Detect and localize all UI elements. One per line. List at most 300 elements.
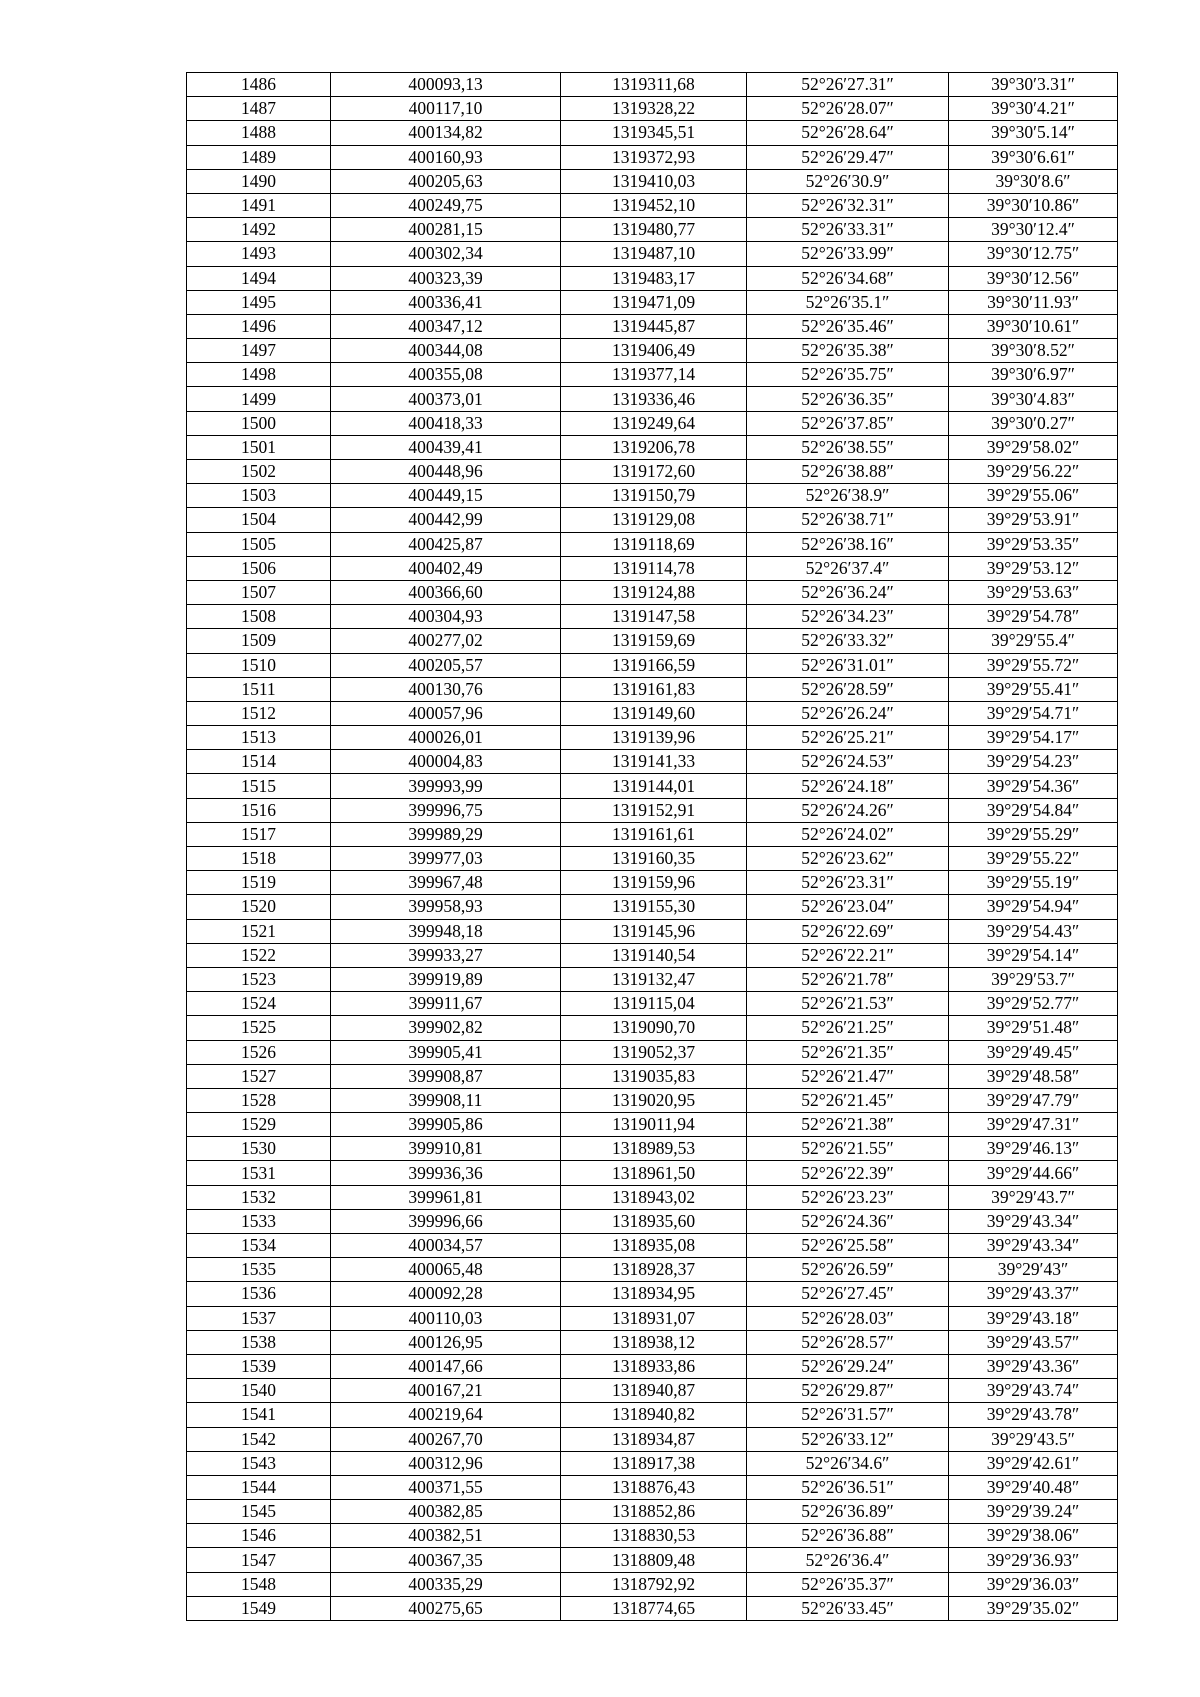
y-coordinate-cell: 1319052,37 [561, 1040, 747, 1064]
latitude-cell: 52°26′35.46″ [747, 314, 949, 338]
table-row [187, 1451, 1118, 1475]
longitude-cell: 39°29′47.31″ [949, 1113, 1118, 1137]
table-row [187, 1282, 1118, 1306]
longitude-cell: 39°30′6.97″ [949, 363, 1118, 387]
table-row [187, 992, 1118, 1016]
y-coordinate-cell: 1319372,93 [561, 145, 747, 169]
x-coordinate-cell: 399905,86 [331, 1113, 561, 1137]
latitude-cell: 52°26′36.89″ [747, 1500, 949, 1524]
y-coordinate-cell: 1319406,49 [561, 339, 747, 363]
x-coordinate-cell: 400442,99 [331, 508, 561, 532]
longitude-cell: 39°29′54.84″ [949, 798, 1118, 822]
longitude-cell: 39°30′6.61″ [949, 145, 1118, 169]
y-coordinate-cell: 1319152,91 [561, 798, 747, 822]
latitude-cell: 52°26′24.26″ [747, 798, 949, 822]
point-number-cell: 1486 [187, 73, 331, 97]
longitude-cell: 39°29′55.19″ [949, 871, 1118, 895]
x-coordinate-cell: 400281,15 [331, 218, 561, 242]
longitude-cell: 39°29′54.43″ [949, 919, 1118, 943]
longitude-cell: 39°30′12.56″ [949, 266, 1118, 290]
x-coordinate-cell: 400449,15 [331, 484, 561, 508]
table-row [187, 677, 1118, 701]
latitude-cell: 52°26′33.99″ [747, 242, 949, 266]
latitude-cell: 52°26′21.38″ [747, 1113, 949, 1137]
x-coordinate-cell: 400205,57 [331, 653, 561, 677]
y-coordinate-cell: 1319118,69 [561, 532, 747, 556]
latitude-cell: 52°26′28.64″ [747, 121, 949, 145]
point-number-cell: 1522 [187, 943, 331, 967]
longitude-cell: 39°30′11.93″ [949, 290, 1118, 314]
x-coordinate-cell: 400371,55 [331, 1475, 561, 1499]
table-row [187, 967, 1118, 991]
table-row [187, 1040, 1118, 1064]
point-number-cell: 1538 [187, 1330, 331, 1354]
table-row [187, 943, 1118, 967]
x-coordinate-cell: 400093,13 [331, 73, 561, 97]
y-coordinate-cell: 1319480,77 [561, 218, 747, 242]
y-coordinate-cell: 1318935,60 [561, 1209, 747, 1233]
latitude-cell: 52°26′28.03″ [747, 1306, 949, 1330]
point-number-cell: 1515 [187, 774, 331, 798]
table-row [187, 1209, 1118, 1233]
y-coordinate-cell: 1319452,10 [561, 193, 747, 217]
latitude-cell: 52°26′23.62″ [747, 847, 949, 871]
longitude-cell: 39°30′10.86″ [949, 193, 1118, 217]
point-number-cell: 1514 [187, 750, 331, 774]
point-number-cell: 1491 [187, 193, 331, 217]
point-number-cell: 1502 [187, 460, 331, 484]
latitude-cell: 52°26′25.21″ [747, 726, 949, 750]
point-number-cell: 1534 [187, 1234, 331, 1258]
x-coordinate-cell: 399989,29 [331, 822, 561, 846]
y-coordinate-cell: 1319160,35 [561, 847, 747, 871]
latitude-cell: 52°26′21.25″ [747, 1016, 949, 1040]
table-row [187, 919, 1118, 943]
x-coordinate-cell: 400130,76 [331, 677, 561, 701]
table-row [187, 1403, 1118, 1427]
table-row [187, 218, 1118, 242]
point-number-cell: 1499 [187, 387, 331, 411]
latitude-cell: 52°26′24.53″ [747, 750, 949, 774]
y-coordinate-cell: 1318943,02 [561, 1185, 747, 1209]
y-coordinate-cell: 1319011,94 [561, 1113, 747, 1137]
x-coordinate-cell: 399967,48 [331, 871, 561, 895]
y-coordinate-cell: 1319377,14 [561, 363, 747, 387]
longitude-cell: 39°29′53.7″ [949, 967, 1118, 991]
latitude-cell: 52°26′33.31″ [747, 218, 949, 242]
x-coordinate-cell: 400110,03 [331, 1306, 561, 1330]
point-number-cell: 1539 [187, 1354, 331, 1378]
point-number-cell: 1496 [187, 314, 331, 338]
table-row [187, 580, 1118, 604]
x-coordinate-cell: 399919,89 [331, 967, 561, 991]
x-coordinate-cell: 399905,41 [331, 1040, 561, 1064]
y-coordinate-cell: 1318917,38 [561, 1451, 747, 1475]
longitude-cell: 39°29′49.45″ [949, 1040, 1118, 1064]
latitude-cell: 52°26′29.47″ [747, 145, 949, 169]
y-coordinate-cell: 1319155,30 [561, 895, 747, 919]
longitude-cell: 39°29′46.13″ [949, 1137, 1118, 1161]
y-coordinate-cell: 1319161,61 [561, 822, 747, 846]
point-number-cell: 1508 [187, 605, 331, 629]
point-number-cell: 1536 [187, 1282, 331, 1306]
y-coordinate-cell: 1318933,86 [561, 1354, 747, 1378]
x-coordinate-cell: 400382,51 [331, 1524, 561, 1548]
point-number-cell: 1503 [187, 484, 331, 508]
point-number-cell: 1489 [187, 145, 331, 169]
x-coordinate-cell: 400439,41 [331, 435, 561, 459]
y-coordinate-cell: 1318961,50 [561, 1161, 747, 1185]
x-coordinate-cell: 399933,27 [331, 943, 561, 967]
table-row [187, 605, 1118, 629]
x-coordinate-cell: 400323,39 [331, 266, 561, 290]
x-coordinate-cell: 400167,21 [331, 1379, 561, 1403]
latitude-cell: 52°26′28.07″ [747, 97, 949, 121]
point-number-cell: 1490 [187, 169, 331, 193]
longitude-cell: 39°30′8.52″ [949, 339, 1118, 363]
point-number-cell: 1509 [187, 629, 331, 653]
latitude-cell: 52°26′22.21″ [747, 943, 949, 967]
point-number-cell: 1504 [187, 508, 331, 532]
latitude-cell: 52°26′38.88″ [747, 460, 949, 484]
point-number-cell: 1501 [187, 435, 331, 459]
table-row [187, 774, 1118, 798]
y-coordinate-cell: 1319147,58 [561, 605, 747, 629]
y-coordinate-cell: 1319020,95 [561, 1088, 747, 1112]
y-coordinate-cell: 1318852,86 [561, 1500, 747, 1524]
point-number-cell: 1518 [187, 847, 331, 871]
x-coordinate-cell: 400117,10 [331, 97, 561, 121]
table-row [187, 169, 1118, 193]
longitude-cell: 39°30′3.31″ [949, 73, 1118, 97]
longitude-cell: 39°29′44.66″ [949, 1161, 1118, 1185]
y-coordinate-cell: 1318928,37 [561, 1258, 747, 1282]
y-coordinate-cell: 1318830,53 [561, 1524, 747, 1548]
table-row [187, 726, 1118, 750]
table-row [187, 290, 1118, 314]
x-coordinate-cell: 400448,96 [331, 460, 561, 484]
x-coordinate-cell: 399936,36 [331, 1161, 561, 1185]
x-coordinate-cell: 400335,29 [331, 1572, 561, 1596]
point-number-cell: 1498 [187, 363, 331, 387]
y-coordinate-cell: 1319249,64 [561, 411, 747, 435]
y-coordinate-cell: 1319345,51 [561, 121, 747, 145]
point-number-cell: 1546 [187, 1524, 331, 1548]
x-coordinate-cell: 400126,95 [331, 1330, 561, 1354]
latitude-cell: 52°26′36.88″ [747, 1524, 949, 1548]
longitude-cell: 39°29′51.48″ [949, 1016, 1118, 1040]
x-coordinate-cell: 400304,93 [331, 605, 561, 629]
point-number-cell: 1516 [187, 798, 331, 822]
y-coordinate-cell: 1319141,33 [561, 750, 747, 774]
longitude-cell: 39°30′0.27″ [949, 411, 1118, 435]
latitude-cell: 52°26′24.18″ [747, 774, 949, 798]
point-number-cell: 1542 [187, 1427, 331, 1451]
longitude-cell: 39°30′4.21″ [949, 97, 1118, 121]
point-number-cell: 1532 [187, 1185, 331, 1209]
longitude-cell: 39°29′54.71″ [949, 701, 1118, 725]
y-coordinate-cell: 1319471,09 [561, 290, 747, 314]
point-number-cell: 1535 [187, 1258, 331, 1282]
table-row [187, 1185, 1118, 1209]
table-row [187, 387, 1118, 411]
x-coordinate-cell: 400382,85 [331, 1500, 561, 1524]
point-number-cell: 1548 [187, 1572, 331, 1596]
y-coordinate-cell: 1318989,53 [561, 1137, 747, 1161]
y-coordinate-cell: 1319161,83 [561, 677, 747, 701]
latitude-cell: 52°26′21.55″ [747, 1137, 949, 1161]
latitude-cell: 52°26′27.31″ [747, 73, 949, 97]
table-row [187, 1427, 1118, 1451]
table-row [187, 701, 1118, 725]
x-coordinate-cell: 400160,93 [331, 145, 561, 169]
longitude-cell: 39°29′53.91″ [949, 508, 1118, 532]
latitude-cell: 52°26′33.32″ [747, 629, 949, 653]
point-number-cell: 1521 [187, 919, 331, 943]
table-row [187, 750, 1118, 774]
longitude-cell: 39°29′43.37″ [949, 1282, 1118, 1306]
y-coordinate-cell: 1318876,43 [561, 1475, 747, 1499]
point-number-cell: 1500 [187, 411, 331, 435]
point-number-cell: 1523 [187, 967, 331, 991]
table-row [187, 145, 1118, 169]
point-number-cell: 1528 [187, 1088, 331, 1112]
table-row [187, 193, 1118, 217]
latitude-cell: 52°26′38.71″ [747, 508, 949, 532]
point-number-cell: 1492 [187, 218, 331, 242]
longitude-cell: 39°29′43.57″ [949, 1330, 1118, 1354]
longitude-cell: 39°29′53.35″ [949, 532, 1118, 556]
y-coordinate-cell: 1319139,96 [561, 726, 747, 750]
point-number-cell: 1549 [187, 1596, 331, 1620]
y-coordinate-cell: 1319445,87 [561, 314, 747, 338]
latitude-cell: 52°26′30.9″ [747, 169, 949, 193]
point-number-cell: 1544 [187, 1475, 331, 1499]
coordinates-table [186, 72, 1118, 1621]
point-number-cell: 1519 [187, 871, 331, 895]
latitude-cell: 52°26′34.6″ [747, 1451, 949, 1475]
y-coordinate-cell: 1319035,83 [561, 1064, 747, 1088]
coordinates-table-body [187, 73, 1118, 1621]
y-coordinate-cell: 1318792,92 [561, 1572, 747, 1596]
table-row [187, 97, 1118, 121]
latitude-cell: 52°26′38.55″ [747, 435, 949, 459]
longitude-cell: 39°29′43.34″ [949, 1209, 1118, 1233]
point-number-cell: 1488 [187, 121, 331, 145]
point-number-cell: 1541 [187, 1403, 331, 1427]
x-coordinate-cell: 400425,87 [331, 532, 561, 556]
longitude-cell: 39°30′10.61″ [949, 314, 1118, 338]
y-coordinate-cell: 1318809,48 [561, 1548, 747, 1572]
y-coordinate-cell: 1319311,68 [561, 73, 747, 97]
point-number-cell: 1487 [187, 97, 331, 121]
latitude-cell: 52°26′38.9″ [747, 484, 949, 508]
longitude-cell: 39°29′43.34″ [949, 1234, 1118, 1258]
point-number-cell: 1507 [187, 580, 331, 604]
latitude-cell: 52°26′22.69″ [747, 919, 949, 943]
x-coordinate-cell: 400275,65 [331, 1596, 561, 1620]
x-coordinate-cell: 400367,35 [331, 1548, 561, 1572]
x-coordinate-cell: 399961,81 [331, 1185, 561, 1209]
latitude-cell: 52°26′35.37″ [747, 1572, 949, 1596]
longitude-cell: 39°29′55.4″ [949, 629, 1118, 653]
x-coordinate-cell: 400065,48 [331, 1258, 561, 1282]
longitude-cell: 39°29′55.72″ [949, 653, 1118, 677]
y-coordinate-cell: 1318931,07 [561, 1306, 747, 1330]
x-coordinate-cell: 399993,99 [331, 774, 561, 798]
y-coordinate-cell: 1319410,03 [561, 169, 747, 193]
longitude-cell: 39°29′35.02″ [949, 1596, 1118, 1620]
table-row [187, 1258, 1118, 1282]
table-row [187, 847, 1118, 871]
table-row [187, 629, 1118, 653]
table-row [187, 653, 1118, 677]
point-number-cell: 1525 [187, 1016, 331, 1040]
table-row [187, 73, 1118, 97]
y-coordinate-cell: 1319124,88 [561, 580, 747, 604]
table-row [187, 532, 1118, 556]
x-coordinate-cell: 400336,41 [331, 290, 561, 314]
latitude-cell: 52°26′21.45″ [747, 1088, 949, 1112]
latitude-cell: 52°26′21.53″ [747, 992, 949, 1016]
y-coordinate-cell: 1318938,12 [561, 1330, 747, 1354]
x-coordinate-cell: 400347,12 [331, 314, 561, 338]
table-row [187, 1548, 1118, 1572]
latitude-cell: 52°26′35.1″ [747, 290, 949, 314]
latitude-cell: 52°26′28.57″ [747, 1330, 949, 1354]
longitude-cell: 39°29′54.23″ [949, 750, 1118, 774]
y-coordinate-cell: 1319114,78 [561, 556, 747, 580]
point-number-cell: 1531 [187, 1161, 331, 1185]
x-coordinate-cell: 400277,02 [331, 629, 561, 653]
x-coordinate-cell: 400402,49 [331, 556, 561, 580]
x-coordinate-cell: 400302,34 [331, 242, 561, 266]
x-coordinate-cell: 400312,96 [331, 1451, 561, 1475]
latitude-cell: 52°26′26.59″ [747, 1258, 949, 1282]
latitude-cell: 52°26′37.4″ [747, 556, 949, 580]
latitude-cell: 52°26′31.57″ [747, 1403, 949, 1427]
y-coordinate-cell: 1319144,01 [561, 774, 747, 798]
table-row [187, 411, 1118, 435]
table-row [187, 266, 1118, 290]
latitude-cell: 52°26′35.38″ [747, 339, 949, 363]
point-number-cell: 1540 [187, 1379, 331, 1403]
latitude-cell: 52°26′23.31″ [747, 871, 949, 895]
longitude-cell: 39°29′58.02″ [949, 435, 1118, 459]
table-row [187, 484, 1118, 508]
x-coordinate-cell: 399958,93 [331, 895, 561, 919]
table-row [187, 1524, 1118, 1548]
longitude-cell: 39°29′55.22″ [949, 847, 1118, 871]
y-coordinate-cell: 1318940,87 [561, 1379, 747, 1403]
table-row [187, 121, 1118, 145]
latitude-cell: 52°26′26.24″ [747, 701, 949, 725]
longitude-cell: 39°29′48.58″ [949, 1064, 1118, 1088]
longitude-cell: 39°29′36.03″ [949, 1572, 1118, 1596]
longitude-cell: 39°29′42.61″ [949, 1451, 1118, 1475]
table-row [187, 895, 1118, 919]
latitude-cell: 52°26′35.75″ [747, 363, 949, 387]
latitude-cell: 52°26′33.45″ [747, 1596, 949, 1620]
x-coordinate-cell: 400026,01 [331, 726, 561, 750]
y-coordinate-cell: 1318774,65 [561, 1596, 747, 1620]
longitude-cell: 39°29′54.36″ [949, 774, 1118, 798]
latitude-cell: 52°26′25.58″ [747, 1234, 949, 1258]
y-coordinate-cell: 1319140,54 [561, 943, 747, 967]
x-coordinate-cell: 399977,03 [331, 847, 561, 871]
point-number-cell: 1517 [187, 822, 331, 846]
longitude-cell: 39°29′43.74″ [949, 1379, 1118, 1403]
y-coordinate-cell: 1319132,47 [561, 967, 747, 991]
longitude-cell: 39°29′36.93″ [949, 1548, 1118, 1572]
latitude-cell: 52°26′21.35″ [747, 1040, 949, 1064]
x-coordinate-cell: 400092,28 [331, 1282, 561, 1306]
latitude-cell: 52°26′29.87″ [747, 1379, 949, 1403]
y-coordinate-cell: 1319115,04 [561, 992, 747, 1016]
point-number-cell: 1513 [187, 726, 331, 750]
longitude-cell: 39°30′8.6″ [949, 169, 1118, 193]
longitude-cell: 39°29′43.5″ [949, 1427, 1118, 1451]
x-coordinate-cell: 399911,67 [331, 992, 561, 1016]
y-coordinate-cell: 1319149,60 [561, 701, 747, 725]
latitude-cell: 52°26′21.47″ [747, 1064, 949, 1088]
y-coordinate-cell: 1319145,96 [561, 919, 747, 943]
x-coordinate-cell: 400205,63 [331, 169, 561, 193]
latitude-cell: 52°26′28.59″ [747, 677, 949, 701]
latitude-cell: 52°26′23.04″ [747, 895, 949, 919]
y-coordinate-cell: 1319090,70 [561, 1016, 747, 1040]
point-number-cell: 1543 [187, 1451, 331, 1475]
point-number-cell: 1533 [187, 1209, 331, 1233]
table-row [187, 1137, 1118, 1161]
table-row [187, 1330, 1118, 1354]
x-coordinate-cell: 400057,96 [331, 701, 561, 725]
table-row [187, 242, 1118, 266]
x-coordinate-cell: 399910,81 [331, 1137, 561, 1161]
x-coordinate-cell: 400344,08 [331, 339, 561, 363]
point-number-cell: 1529 [187, 1113, 331, 1137]
latitude-cell: 52°26′36.35″ [747, 387, 949, 411]
y-coordinate-cell: 1319336,46 [561, 387, 747, 411]
y-coordinate-cell: 1319129,08 [561, 508, 747, 532]
table-row [187, 1161, 1118, 1185]
x-coordinate-cell: 399996,66 [331, 1209, 561, 1233]
latitude-cell: 52°26′34.23″ [747, 605, 949, 629]
longitude-cell: 39°29′54.94″ [949, 895, 1118, 919]
longitude-cell: 39°29′52.77″ [949, 992, 1118, 1016]
latitude-cell: 52°26′24.36″ [747, 1209, 949, 1233]
point-number-cell: 1493 [187, 242, 331, 266]
table-row [187, 1088, 1118, 1112]
x-coordinate-cell: 399996,75 [331, 798, 561, 822]
table-row [187, 798, 1118, 822]
table-row [187, 314, 1118, 338]
point-number-cell: 1547 [187, 1548, 331, 1572]
longitude-cell: 39°29′55.29″ [949, 822, 1118, 846]
point-number-cell: 1520 [187, 895, 331, 919]
longitude-cell: 39°29′54.78″ [949, 605, 1118, 629]
latitude-cell: 52°26′36.4″ [747, 1548, 949, 1572]
point-number-cell: 1512 [187, 701, 331, 725]
table-row [187, 1354, 1118, 1378]
longitude-cell: 39°30′12.4″ [949, 218, 1118, 242]
y-coordinate-cell: 1318934,87 [561, 1427, 747, 1451]
latitude-cell: 52°26′27.45″ [747, 1282, 949, 1306]
point-number-cell: 1545 [187, 1500, 331, 1524]
x-coordinate-cell: 400134,82 [331, 121, 561, 145]
table-row [187, 1016, 1118, 1040]
table-row [187, 460, 1118, 484]
